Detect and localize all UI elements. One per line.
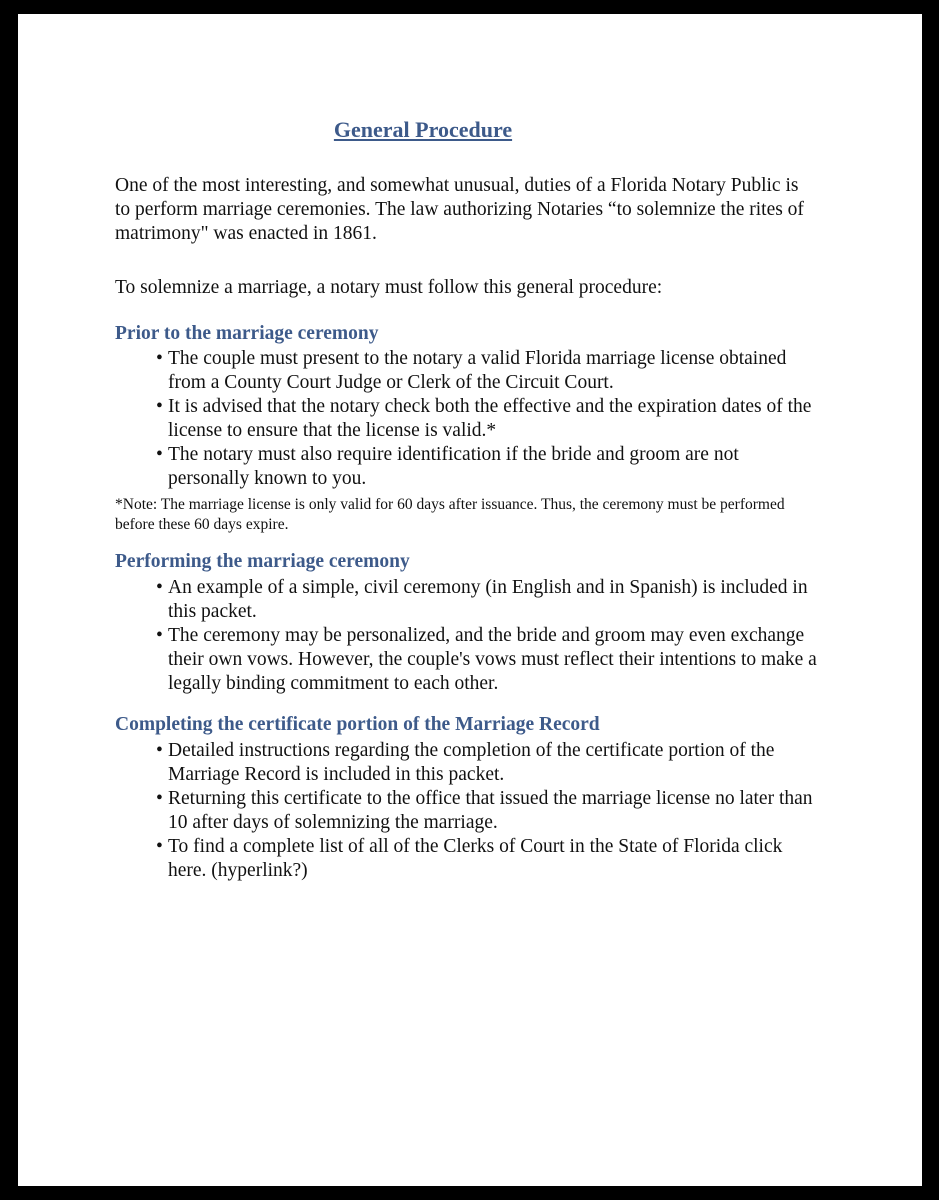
document-page — [18, 14, 922, 1186]
bullet-icon: • — [156, 788, 163, 809]
license-validity-note: *Note: The marriage license is only valid for 60 days after issuance. Thus, the ceremony must be performed before these 60 days expire. — [115, 496, 785, 533]
section-heading-completing: Completing the certificate portion of the Marriage Record — [115, 714, 600, 735]
bullet-icon: • — [156, 577, 163, 598]
list-item: • To find a complete list of all of the Clerks of Court in the State of Florida click here. (hyperlink?) — [156, 836, 783, 881]
list-item: • Returning this certificate to the office that issued the marriage license no later than 10 after days of solemnizing the marriage. — [156, 788, 813, 833]
intro-paragraph: One of the most interesting, and somewhat unusual, duties of a Florida Notary Public is to perform marriage ceremonies. The law authorizing Notaries “to solemnize the rites of matrimony" was enacted in 1861. — [115, 175, 804, 244]
section-list-prior — [156, 347, 818, 491]
bullet-icon: • — [156, 444, 163, 465]
list-item: • It is advised that the notary check both the effective and the expiration dates of the license to ensure that the license is valid.* — [156, 396, 812, 441]
section-list-completing — [156, 739, 818, 883]
list-item: • Detailed instructions regarding the completion of the certificate portion of the Marriage Record is included in this packet. — [156, 740, 775, 785]
bullet-icon: • — [156, 396, 163, 417]
section-heading-prior: Prior to the marriage ceremony — [115, 323, 379, 344]
list-item: • The couple must present to the notary a valid Florida marriage license obtained from a County Court Judge or Clerk of the Circuit Court. — [156, 348, 787, 393]
bullet-icon: • — [156, 625, 163, 646]
bullet-icon: • — [156, 348, 163, 369]
bullet-icon: • — [156, 740, 163, 761]
list-item: • An example of a simple, civil ceremony (in English and in Spanish) is included in this packet. — [156, 577, 808, 622]
bullet-icon: • — [156, 836, 163, 857]
page-title: General Procedure — [333, 117, 513, 142]
list-item: • The ceremony may be personalized, and the bride and groom may even exchange their own vows. However, the couple's vows must reflect their intentions to make a legally binding commitment to each other. — [156, 625, 817, 694]
list-item: • The notary must also require identification if the bride and groom are not personally known to you. — [156, 444, 739, 489]
section-list-performing — [156, 576, 818, 696]
procedure-lead-paragraph: To solemnize a marriage, a notary must follow this general procedure: — [115, 277, 663, 298]
section-heading-performing: Performing the marriage ceremony — [115, 551, 410, 572]
